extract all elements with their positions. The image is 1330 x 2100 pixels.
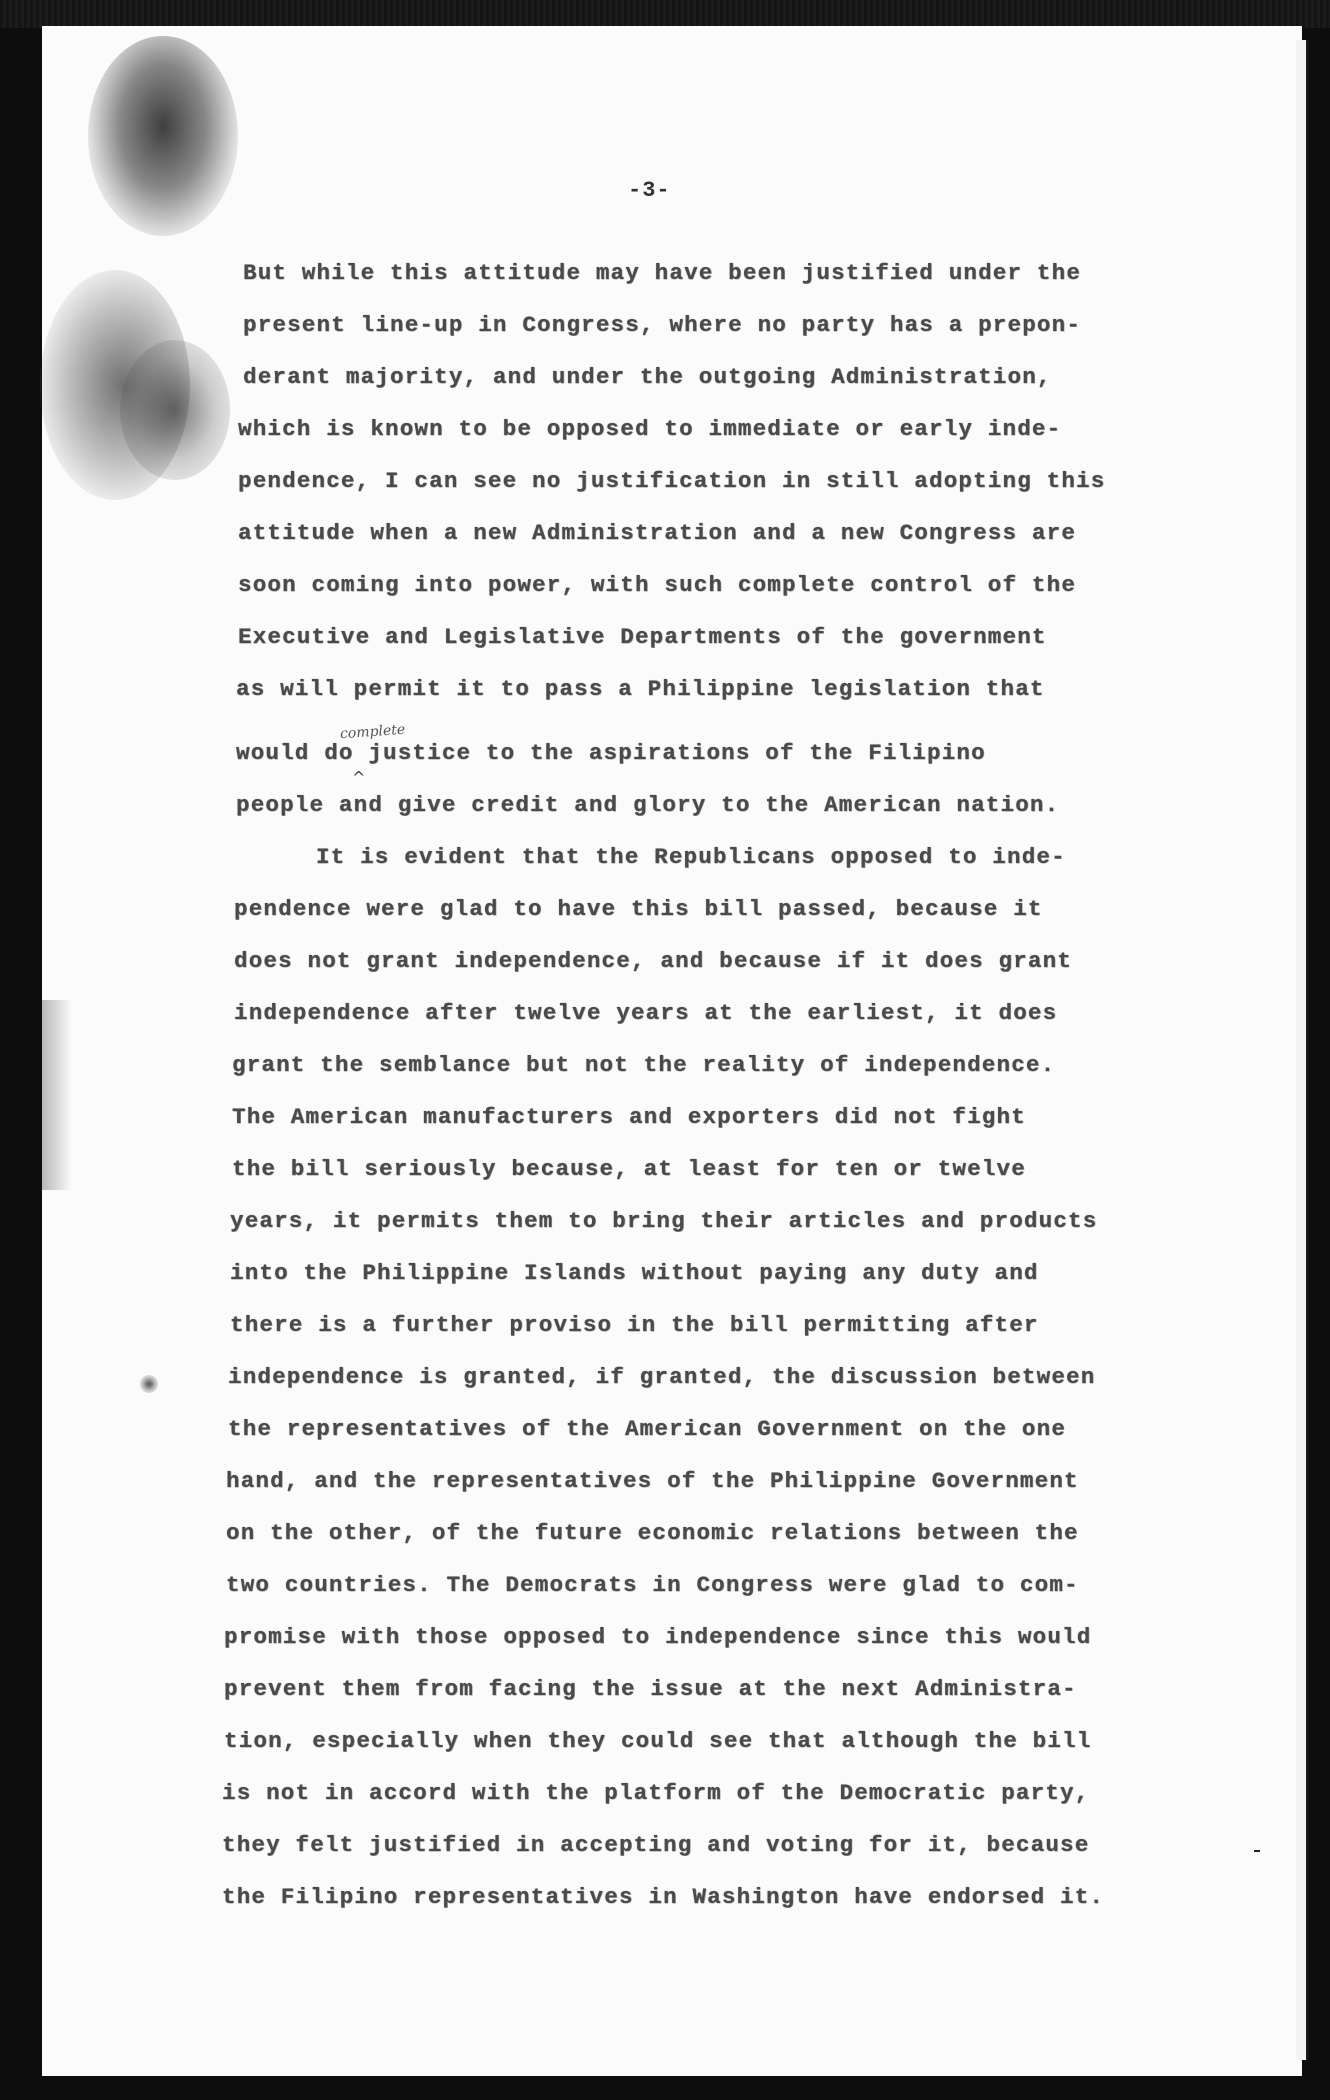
text-line: two countries. The Democrats in Congress were glad to com-	[226, 1572, 1079, 1598]
text-line: the representatives of the American Government on the one	[228, 1416, 1067, 1442]
text-line: they felt justified in accepting and voting for it, because	[222, 1832, 1090, 1858]
text-line: on the other, of the future economic relations between the	[226, 1520, 1079, 1546]
text-line: years, it permits them to bring their articles and products	[230, 1208, 1098, 1234]
text-line: It is evident that the Republicans opposed to inde-	[316, 844, 1066, 870]
text-line: But while this attitude may have been justified under the	[243, 260, 1082, 286]
text-line: which is known to be opposed to immediate or early inde-	[238, 416, 1062, 442]
text-line: as will permit it to pass a Philippine legislation that	[236, 676, 1045, 702]
text-line: soon coming into power, with such complete control of the	[238, 572, 1077, 598]
text-line: Executive and Legislative Departments of the government	[238, 624, 1047, 650]
text-line: tion, especially when they could see that although the bill	[224, 1728, 1092, 1754]
text-line: prevent them from facing the issue at the next Administra-	[224, 1676, 1077, 1702]
text-line: into the Philippine Islands without paying any duty and	[230, 1260, 1039, 1286]
text-line: present line-up in Congress, where no party has a prepon-	[243, 312, 1082, 338]
text-line: the bill seriously because, at least for ten or twelve	[232, 1156, 1026, 1182]
text-line: grant the semblance but not the reality of independence.	[232, 1052, 1056, 1078]
handwritten-annotation: complete	[339, 721, 406, 743]
text-line: The American manufacturers and exporters did not fight	[232, 1104, 1026, 1130]
text-line: is not in accord with the platform of the Democratic party,	[222, 1780, 1090, 1806]
text-line: promise with those opposed to independence since this would	[224, 1624, 1092, 1650]
text-line: the Filipino representatives in Washington have endorsed it.	[222, 1884, 1105, 1910]
text-line: derant majority, and under the outgoing Administration,	[243, 364, 1052, 390]
text-line: independence is granted, if granted, the discussion between	[228, 1364, 1096, 1390]
text-line: people and give credit and glory to the American nation.	[236, 792, 1060, 818]
text-line: independence after twelve years at the earliest, it does	[234, 1000, 1058, 1026]
text-line: attitude when a new Administration and a new Congress are	[238, 520, 1077, 546]
text-line: would do justice to the aspirations of the Filipino	[236, 740, 986, 766]
text-line: hand, and the representatives of the Philippine Government	[226, 1468, 1079, 1494]
caret-mark: ^	[352, 768, 366, 787]
text-line: pendence, I can see no justification in still adopting this	[238, 468, 1106, 494]
text-line: pendence were glad to have this bill passed, because it	[234, 896, 1043, 922]
text-line: there is a further proviso in the bill permitting after	[230, 1312, 1039, 1338]
text-line: does not grant independence, and because if it does grant	[234, 948, 1073, 974]
page-number: -3-	[628, 178, 671, 203]
